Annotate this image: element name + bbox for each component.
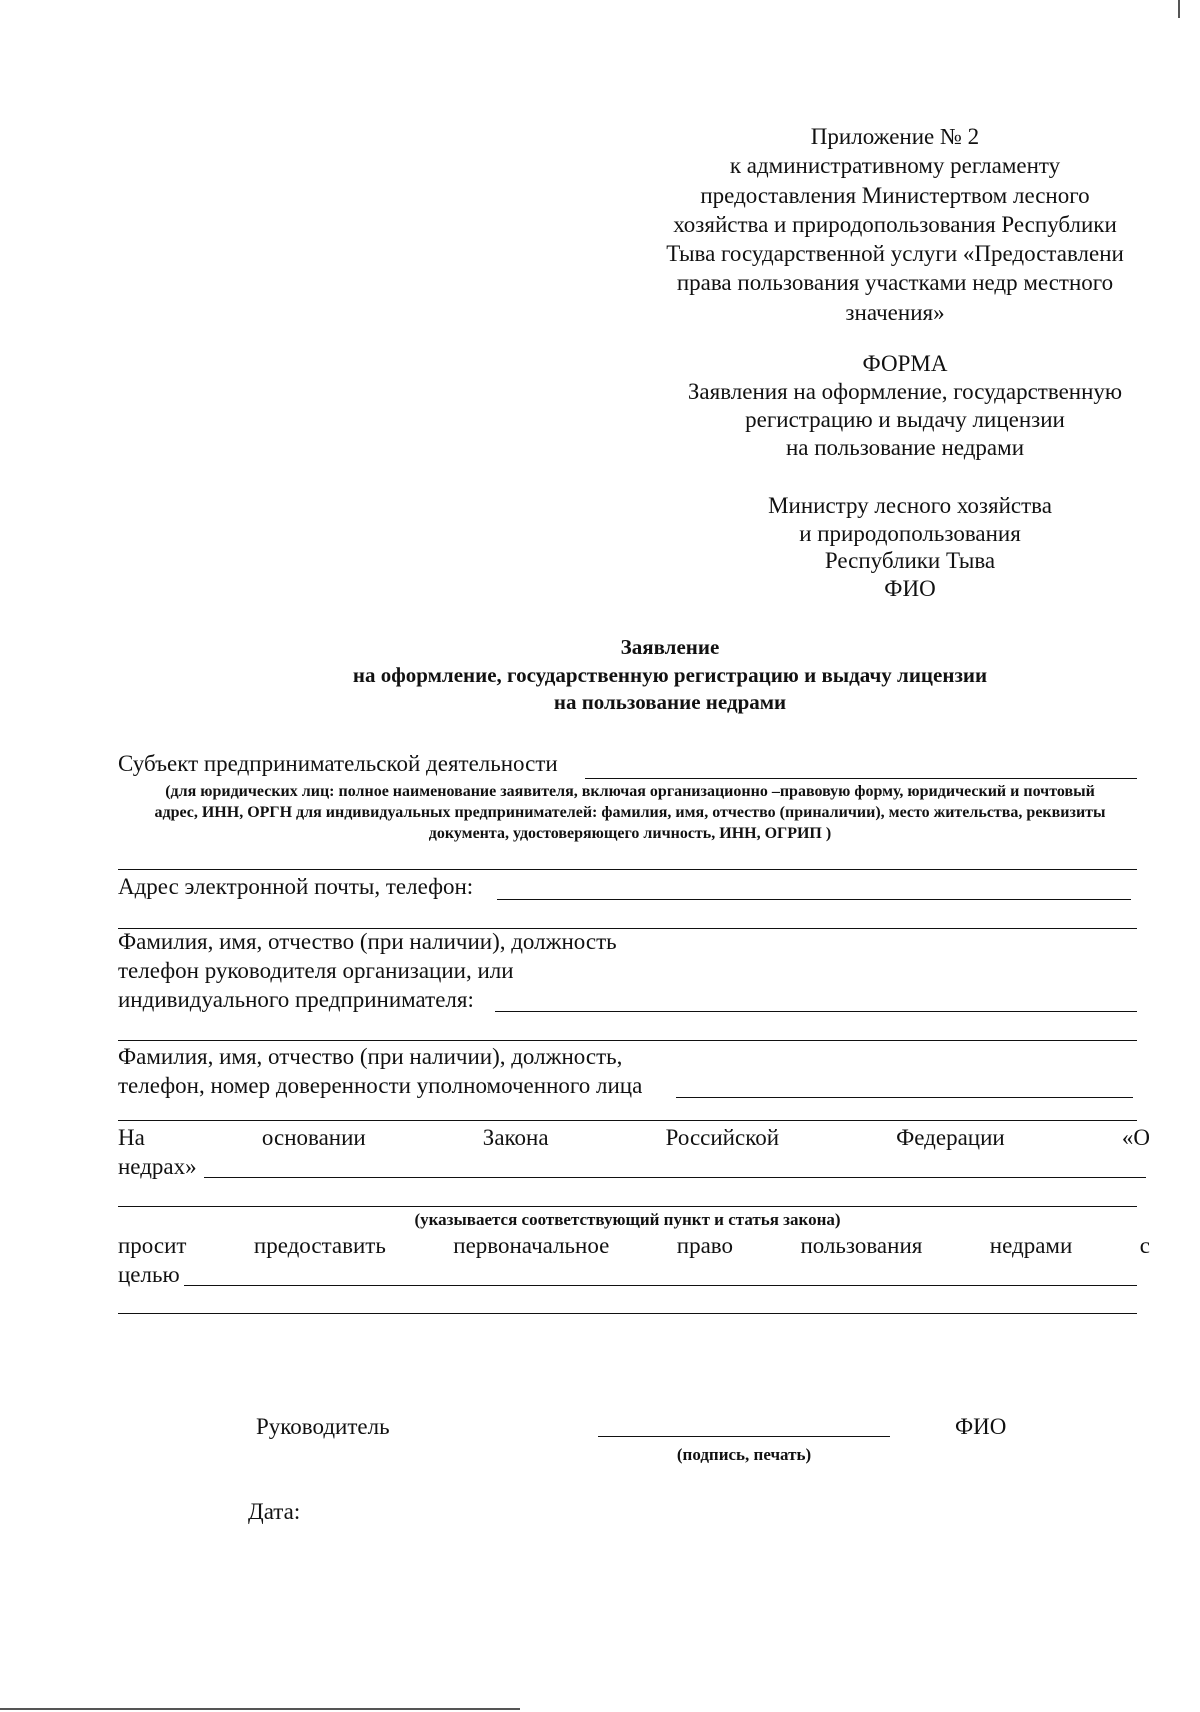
basis-justified-line [118,1124,1150,1152]
subject-extra-line[interactable] [118,869,1137,870]
subject-hint-line: документа, удостоверяющего личность, ИНН, ОГРИП ) [428,825,832,842]
basis-fill-line[interactable] [204,1177,1146,1178]
basis-word: «О [1121,1125,1150,1150]
request-word: просит [118,1233,187,1258]
form-caption-line: Заявления на оформление, государственную [687,379,1123,404]
addressee-line: Министру лесного хозяйства [768,493,1052,518]
signature-hint: (подпись, печать) [676,1445,812,1464]
subject-hint-line: (для юридических лиц: полное наименование заявителя, включая организационно –правовую форму, юридический и почтовый [165,783,1095,800]
request-extra-line[interactable] [118,1313,1137,1314]
head-extra-line[interactable] [118,1040,1137,1041]
rep-fill-line[interactable] [676,1097,1133,1098]
title-line: на пользование недрами [553,690,787,714]
addressee-block [720,492,1100,602]
appendix-header [625,122,1165,327]
scan-edge-mark [0,1708,520,1710]
request-fill-line[interactable] [184,1285,1137,1286]
basis-word: Федерации [896,1125,1005,1150]
subject-hint [110,781,1150,844]
title-line: на оформление, государственную регистрацию и выдачу лицензии [352,662,988,687]
appendix-line: предоставления Министертвом лесного [700,182,1090,208]
basis-word: На [118,1125,145,1150]
request-justified-line [118,1232,1150,1260]
appendix-line: значения» [845,299,945,325]
basis-word: Российской [665,1125,780,1150]
head-label-line-3: индивидуального предпринимателя: [118,987,474,1012]
basis-hint: (указывается соответствующий пункт и статья закона) [414,1210,841,1229]
subject-label: Субъект предпринимательской деятельности [118,751,558,776]
appendix-line: права пользования участками недр местного [676,270,1114,296]
head-label-line-1: Фамилия, имя, отчество (при наличии), должность [118,929,617,954]
addressee-line: и природопользования [799,520,1021,546]
head-label-line-2: телефон руководителя организации, или [118,958,514,983]
email-fill-line[interactable] [497,899,1131,900]
signature-fio: ФИО [955,1414,1007,1439]
appendix-line: к административному регламенту [729,153,1061,179]
addressee-line: Республики Тыва [824,548,996,573]
form-caption [660,350,1150,462]
head-fill-line[interactable] [495,1011,1137,1012]
appendix-line: Приложение № 2 [810,124,980,149]
scan-edge-mark [1178,0,1180,18]
signature-line[interactable] [598,1436,890,1437]
subject-hint-line: адрес, ИНН, ОРГН для индивидуальных предпринимателей: фамилия, имя, отчество (приналичии), место жительства, реквизиты [154,804,1106,821]
appendix-line: хозяйства и природопользования Республики [673,211,1117,237]
appendix-line: Тыва государственной услуги «Предоставлени [666,241,1124,267]
request-word: недрами [989,1233,1073,1258]
form-caption-line: регистрацию и выдачу лицензии [745,407,1065,432]
request-end: целью [118,1262,180,1287]
rep-label-line-2: телефон, номер доверенности уполномоченного лица [118,1073,643,1098]
request-word: предоставить [253,1233,386,1258]
rep-label-line-1: Фамилия, имя, отчество (при наличии), должность, [118,1044,623,1069]
request-word: право [676,1233,734,1258]
date-label: Дата: [248,1499,301,1524]
rep-extra-line[interactable] [118,1120,1137,1121]
document-title [200,634,1140,717]
signature-role: Руководитель [256,1414,390,1439]
basis-word: Закона [482,1125,549,1150]
addressee-line: ФИО [884,575,936,601]
subject-fill-line[interactable] [585,778,1137,779]
email-label: Адрес электронной почты, телефон: [118,874,474,899]
request-word: с [1139,1233,1150,1258]
request-word: пользования [800,1233,923,1258]
form-caption-label: ФОРМА [862,351,948,376]
form-caption-line: на пользование недрами [785,435,1025,460]
title-line: Заявление [620,635,720,659]
basis-extra-line[interactable] [118,1206,1137,1207]
basis-word: основании [261,1125,366,1150]
basis-end: недрах» [118,1154,197,1179]
request-word: первоначальное [453,1233,610,1258]
